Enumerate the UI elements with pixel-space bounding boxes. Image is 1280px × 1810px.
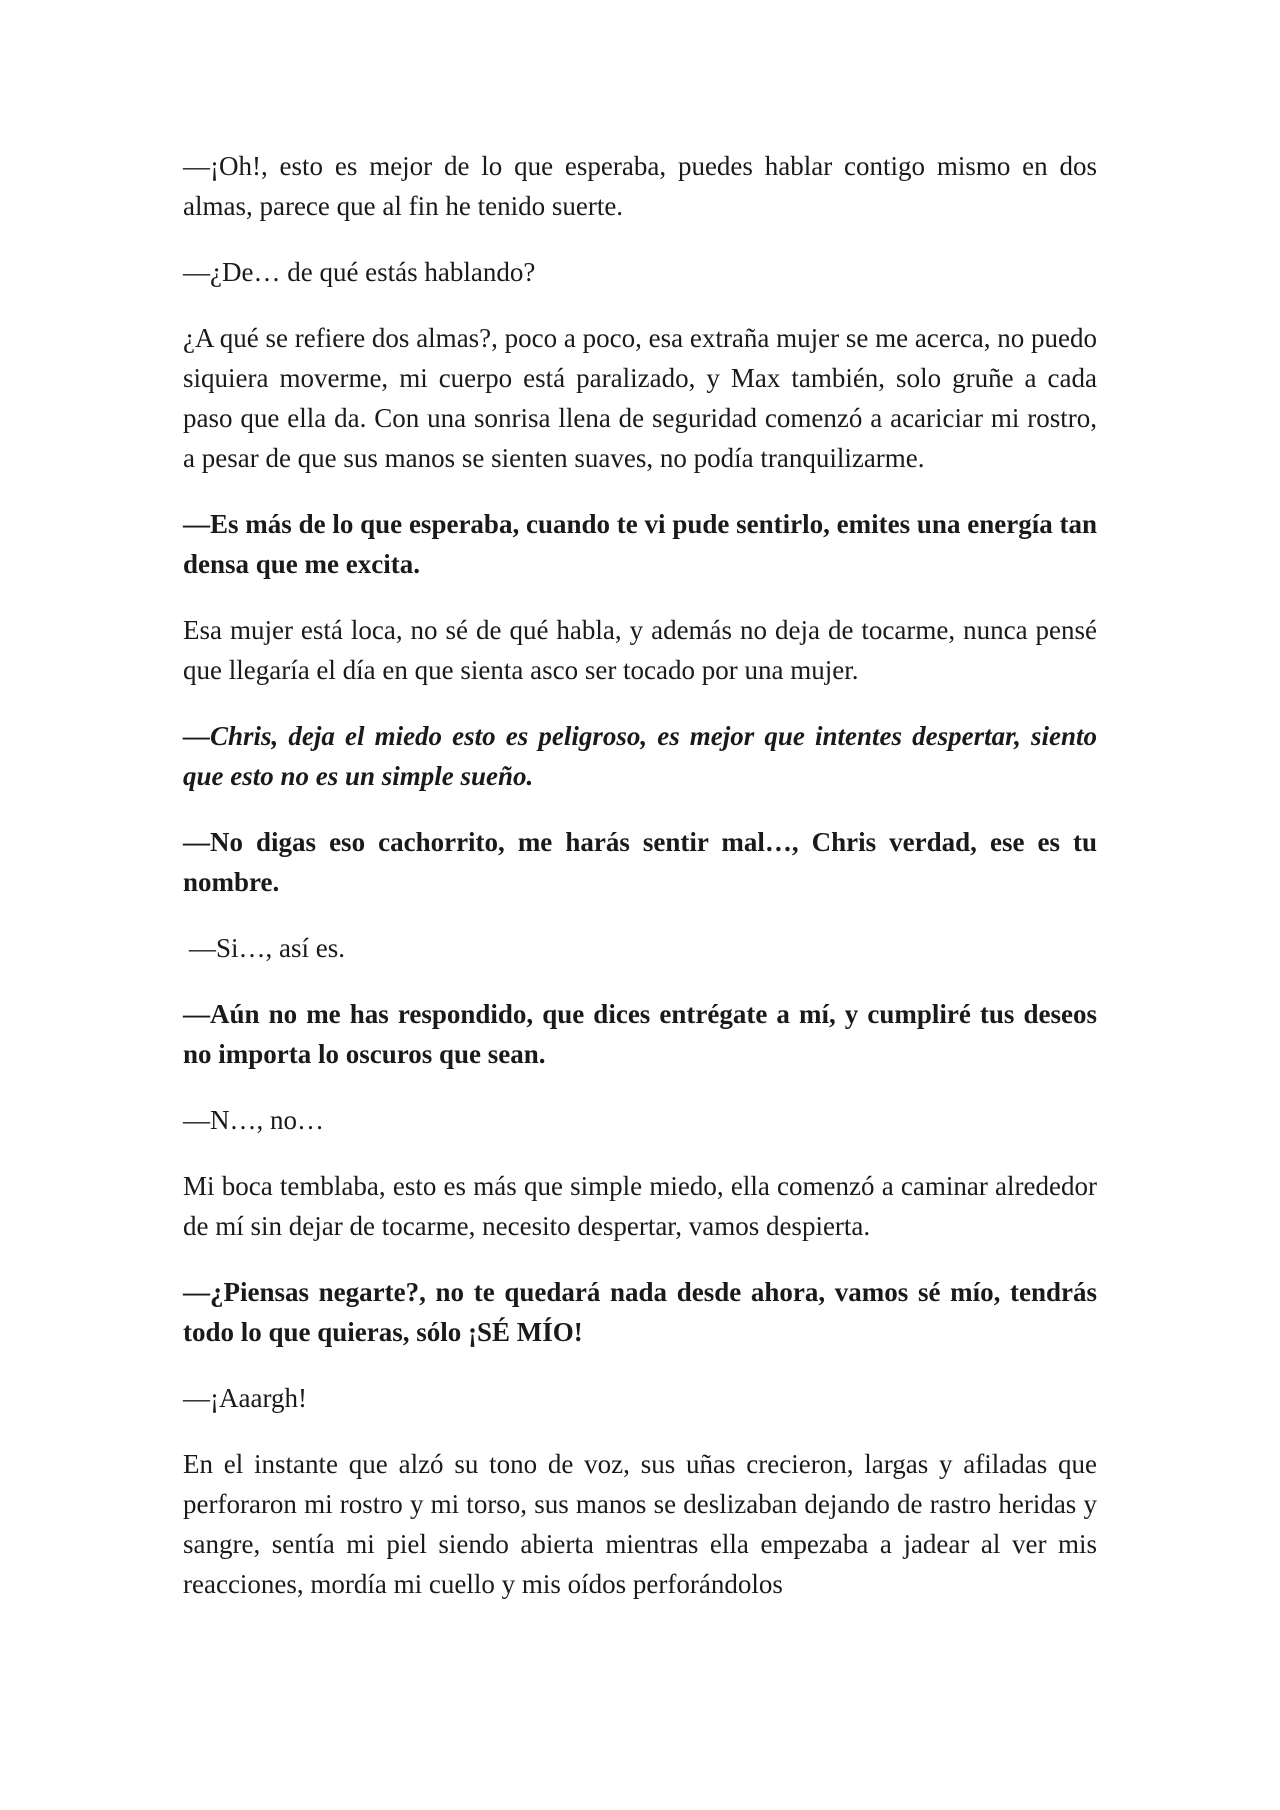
- document-page: [183, 146, 1097, 1630]
- paragraph-2: —¿De… de qué estás hablando?: [183, 257, 536, 287]
- paragraph-9: —Aún no me has respondido, que dices entrégate a mí, y cumpliré tus deseos no importa lo oscuros que sean.: [183, 999, 1097, 1069]
- paragraph-14: En el instante que alzó su tono de voz, sus uñas crecieron, largas y afiladas que perforaron mi rostro y mi torso, sus manos se deslizaban dejando de rastro heridas y sangre, sentía mi piel siendo abierta mientras ella empezaba a jadear al ver mis reacciones, mordía mi cuello y mis oídos perforándolos: [183, 1449, 1097, 1599]
- paragraph-4: —Es más de lo que esperaba, cuando te vi pude sentirlo, emites una energía tan densa que me excita.: [183, 509, 1097, 579]
- paragraph-7: —No digas eso cachorrito, me harás sentir mal…, Chris verdad, ese es tu nombre.: [183, 827, 1097, 897]
- paragraph-8: —Si…, así es.: [189, 933, 346, 963]
- paragraph-3: ¿A qué se refiere dos almas?, poco a poco, esa extraña mujer se me acerca, no puedo siquiera moverme, mi cuerpo está paralizado, y Max también, solo gruñe a cada paso que ella da. Con una sonrisa llena de seguridad comenzó a acariciar mi rostro, a pesar de que sus manos se sienten suaves, no podía tranquilizarme.: [183, 323, 1097, 473]
- paragraph-10: —N…, no…: [183, 1105, 324, 1135]
- paragraph-12: —¿Piensas negarte?, no te quedará nada desde ahora, vamos sé mío, tendrás todo lo que quieras, sólo ¡SÉ MÍO!: [183, 1277, 1097, 1347]
- paragraph-13: —¡Aaargh!: [183, 1383, 307, 1413]
- paragraph-6: —Chris, deja el miedo esto es peligroso, es mejor que intentes despertar, siento que esto no es un simple sueño.: [183, 721, 1097, 791]
- paragraph-11: Mi boca temblaba, esto es más que simple miedo, ella comenzó a caminar alrededor de mí sin dejar de tocarme, necesito despertar, vamos despierta.: [183, 1171, 1097, 1241]
- paragraph-1: —¡Oh!, esto es mejor de lo que esperaba, puedes hablar contigo mismo en dos almas, parece que al fin he tenido suerte.: [183, 151, 1097, 221]
- paragraph-5: Esa mujer está loca, no sé de qué habla, y además no deja de tocarme, nunca pensé que llegaría el día en que sienta asco ser tocado por una mujer.: [183, 615, 1097, 685]
